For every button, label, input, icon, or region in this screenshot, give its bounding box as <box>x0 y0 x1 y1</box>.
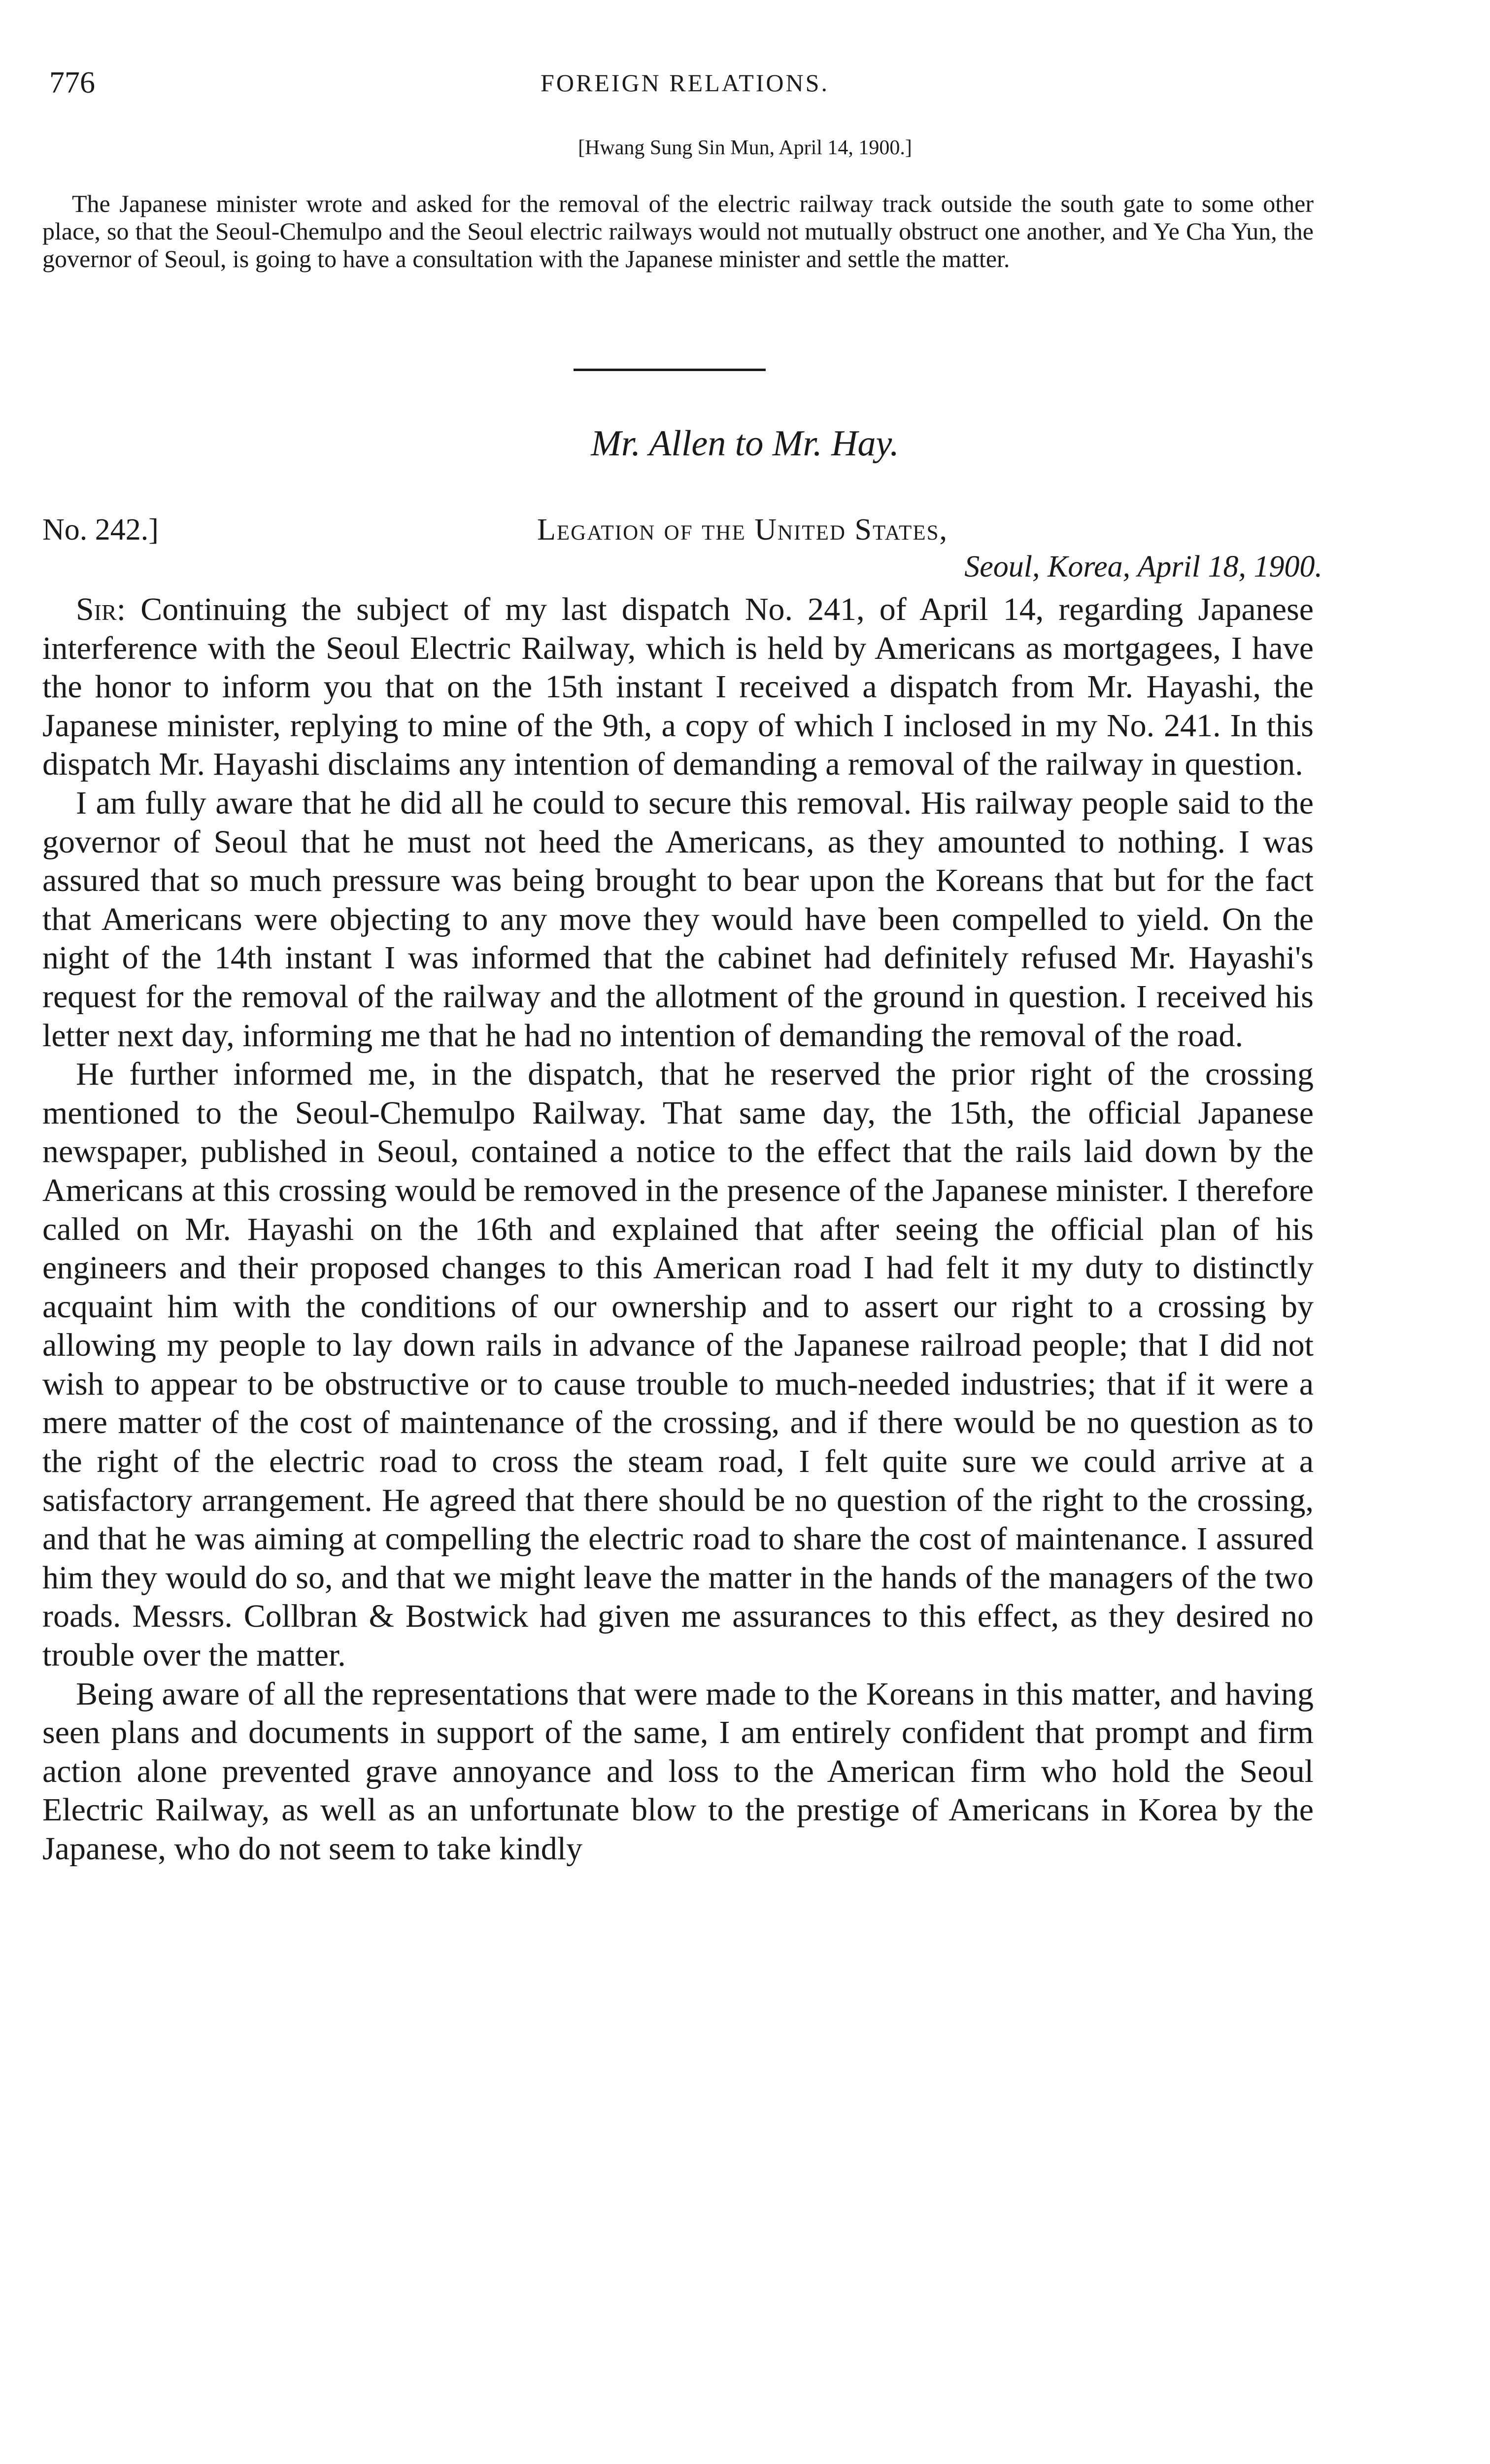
dispatch-number: No. 242.] <box>42 513 159 547</box>
section-divider <box>574 369 766 371</box>
place-date-line: Seoul, Korea, April 18, 1900. <box>964 550 1322 583</box>
letter-body <box>42 590 1314 1869</box>
body-paragraph: Being aware of all the representations that were made to the Koreans in this matter, and having seen plans and documents in support of the same, I am entirely confident that prompt and firm action alone prevented grave annoyance and loss to the American firm who hold the Seoul Electric Railway, as well as an unfortunate blow to the prestige of Americans in Korea by the Japanese, who do not seem to take kindly <box>42 1676 1314 1867</box>
salutation: Sir: <box>76 591 126 627</box>
running-head: FOREIGN RELATIONS. <box>541 69 829 97</box>
source-citation: [Hwang Sung Sin Mun, April 14, 1900.] <box>578 137 912 159</box>
page-header <box>49 63 1321 103</box>
body-paragraph <box>42 590 1314 784</box>
page-number: 776 <box>49 66 95 100</box>
body-paragraph: He further informed me, in the dispatch, that he reserved the prior right of the crossing mentioned to the Seoul-Chemulpo Railway. That same day, the 15th, the official Japanese newspaper, published in Seoul, contained a notice to the effect that the rails laid down by the Americans at this crossing would be removed in the presence of the Japanese minister. I therefore called on Mr. Hayashi on the 16th and explained that after seeing the official plan of his engineers and their proposed changes to this American road I had felt it my duty to distinctly acquaint him with the conditions of our ownership and to assert our right to a crossing by allowing my people to lay down rails in advance of the Japanese railroad people; that I did not wish to appear to be obstructive or to cause trouble to much-needed industries; that if it were a mere matter of the cost of maintenance of the crossing, and if there would be no question as to the right of the electric road to cross the steam road, I felt quite sure we could arrive at a satisfactory arrangement. He agreed that there should be no question of the right to the crossing, and that he was aiming at compelling the electric road to share the cost of maintenance. I assured him they would do so, and that we might leave the matter in the hands of the managers of the two roads. Messrs. Collbran & Bostwick had given me assurances to this effect, as they desired no trouble over the matter. <box>42 1056 1314 1674</box>
body-paragraph: I am fully aware that he did all he could to secure this removal. His railway people said to the governor of Seoul that he must not heed the Americans, as they amounted to nothing. I was assured that so much pressure was being brought to bear upon the Koreans that but for the fact that Americans were objecting to any move they would have been compelled to yield. On the night of the 14th instant I was informed that the cabinet had definitely refused Mr. Hayashi's request for the removal of the railway and the allotment of the ground in question. I received his letter next day, informing me that he had no intention of demanding the removal of the road. <box>42 785 1314 1054</box>
quoted-article: The Japanese minister wrote and asked for the removal of the electric railway track outside the south gate to some other place, so that the Seoul-Chemulpo and the Seoul electric railways would not mutually obstruct one another, and Ye Cha Yun, the governor of Seoul, is going to have a consultation with the Japanese minister and settle the matter. <box>42 190 1314 273</box>
paragraph-text: Continuing the subject of my last dispatch No. 241, of April 14, regarding Japanese interference with the Seoul Electric Railway, which is held by Americans as mortgagees, I have the honor to inform you that on the 15th instant I received a dispatch from Mr. Hayashi, the Japanese minister, replying to mine of the 9th, a copy of which I inclosed in my No. 241. In this dispatch Mr. Hayashi disclaims any intention of demanding a removal of the railway in question. <box>42 591 1314 783</box>
legation-line: Legation of the United States, <box>537 513 948 547</box>
letter-heading: Mr. Allen to Mr. Hay. <box>591 423 899 464</box>
